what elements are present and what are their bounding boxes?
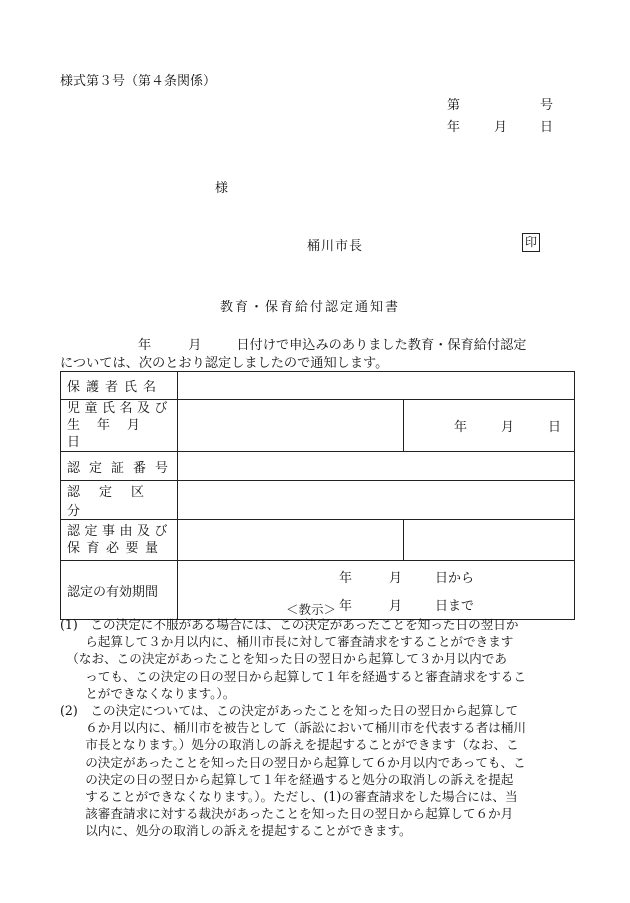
intro-line-1 (60, 334, 527, 353)
document-title: 教育・保育給付認定通知書 (220, 300, 401, 315)
child-birthdate-field[interactable] (404, 400, 575, 452)
certification-category-label-text: 認定区分 (67, 485, 164, 519)
note-line: (1) この決定に不服がある場合には、この決定があったことを知った日の翌日か (60, 617, 519, 632)
note-line: ６か月以内に、桶川市を被告として（訴訟において桶川市を代表する者は桶川 (60, 720, 526, 736)
birth-month: 月 (501, 420, 515, 435)
intro-rest: 日付けで申込みのありました教育・保育給付認定 (236, 338, 527, 353)
note-line: することができなくなります。）。ただし、(1)の審査請求をした場合には、当 (60, 789, 518, 805)
reason-label-line1: 認定事由及び (67, 524, 173, 539)
seal-mark: 印 (522, 233, 540, 252)
note-line: 市長となります。）処分の取消しの訴えを提起することができます（なお、こ (60, 737, 519, 753)
issue-date-month: 月 (494, 120, 508, 135)
note-line: (2) この決定については、この決定があったことを知った日の翌日から起算して (60, 703, 519, 719)
birth-day: 日 (548, 420, 562, 435)
note-line: 以内に、処分の取消しの訴えを提起することができます。 (60, 823, 412, 839)
care-amount-field[interactable] (404, 520, 575, 561)
note-line: 該審査請求に対する裁決があったことを知った日の翌日から起算して６か月 (60, 806, 514, 822)
valid-to-month: 月 (389, 599, 403, 614)
child-name-label-line1: 児童氏名及び (67, 401, 173, 416)
certificate-number-field[interactable] (178, 452, 575, 481)
certificate-number-label-text: 認定証番号 (67, 460, 178, 476)
issue-date-year: 年 (447, 120, 461, 135)
instruction-caption: ＜教示＞ (286, 602, 337, 617)
certificate-number-label (61, 452, 178, 481)
note-line: （なお、この決定があったことを知った日の翌日から起算して３か月以内であ (60, 651, 507, 667)
instruction-notes (60, 616, 580, 840)
child-name-label-line2: 生年月日 (67, 418, 158, 450)
guardian-name-field[interactable] (178, 372, 575, 400)
document-number-prefix: 第 (447, 98, 461, 113)
reason-label (61, 520, 178, 561)
validity-period-label (61, 561, 178, 620)
note-line: とができなくなります。）。 (60, 685, 236, 701)
child-name-field[interactable] (178, 400, 404, 452)
birth-year: 年 (454, 420, 468, 435)
note-line: ら起算して３か月以内に、桶川市長に対して審査請求をすることができます (60, 634, 514, 650)
document-number-suffix: 号 (540, 98, 554, 113)
valid-from-year: 年 (339, 571, 353, 586)
note-line: っても、この決定の日の翌日から起算して１年を経過すると審査請求をするこ (60, 668, 526, 684)
form-number: 様式第３号（第４条関係） (60, 74, 217, 89)
validity-period-field[interactable] (178, 561, 575, 620)
issuer-name: 桶川市長 (307, 239, 364, 254)
certification-category-label (61, 481, 178, 520)
guardian-name-label-text: 保護者氏名 (67, 380, 163, 395)
note-line: の決定の日の翌日から起算して１年を経過すると処分の取消しの訴えを提起 (60, 771, 514, 787)
intro-line-2: については、次のとおり認定しましたので通知します。 (60, 356, 389, 371)
valid-to-day: 日まで (435, 599, 475, 614)
validity-period-label-text: 認定の有効期間 (67, 584, 159, 600)
reason-label-line2: 保育必要量 (67, 541, 165, 556)
guardian-name-label (61, 372, 178, 400)
valid-from-month: 月 (389, 571, 403, 586)
issue-date-day: 日 (540, 120, 554, 135)
certification-table (60, 371, 575, 620)
addressee-suffix: 様 (215, 181, 229, 196)
intro-year: 年 (138, 338, 152, 353)
note-line: の決定があったことを知った日の翌日から起算して６か月以内であっても、こ (60, 754, 526, 770)
certification-category-field[interactable] (178, 481, 575, 520)
reason-field[interactable] (178, 520, 404, 561)
intro-month: 月 (188, 338, 202, 353)
child-name-label (61, 400, 178, 452)
valid-from-day: 日から (435, 571, 475, 586)
valid-to-year: 年 (339, 599, 353, 614)
